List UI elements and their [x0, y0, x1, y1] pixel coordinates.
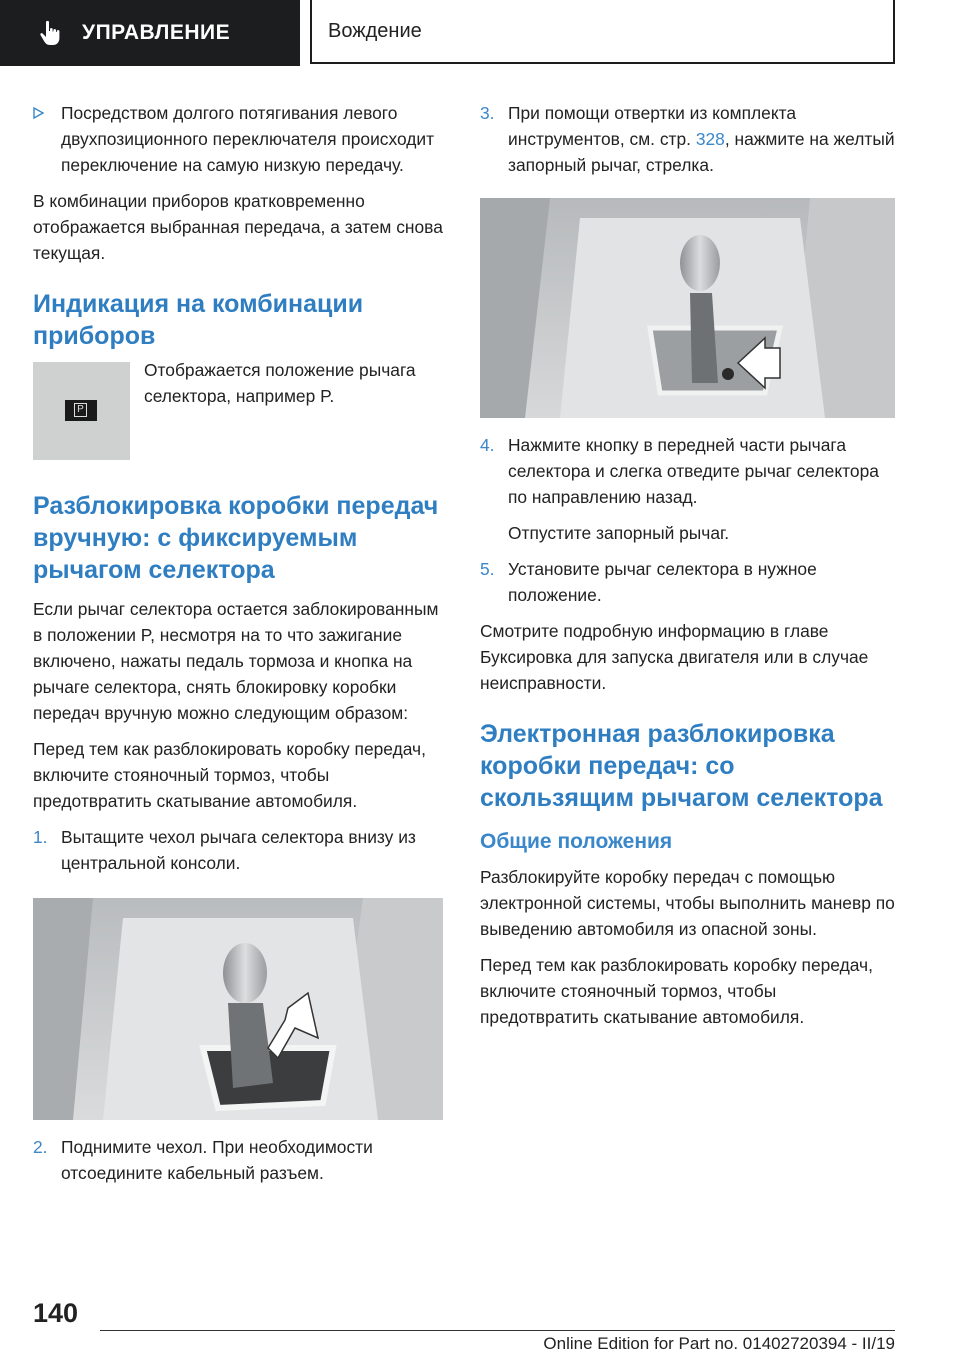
locking-lever-photo: [480, 198, 895, 418]
gear-letter: P: [74, 403, 87, 417]
step-text: Нажмите кнопку в передней части рычага селектора и слегка отведите рычаг селектора по направлению назад.: [508, 435, 879, 507]
subsection-heading: Общие положения: [480, 830, 673, 853]
footer-divider: [100, 1330, 895, 1331]
left-column: [33, 100, 445, 1196]
right-column: [480, 100, 895, 1040]
paragraph: Перед тем как разблокировать коробку передач, включите стояночный тормоз, чтобы предотвратить скатывание автомобиля.: [480, 955, 873, 1027]
bullet-text: Посредством долгого потягивания левого двухпозиционного переключателя происходит переключение на самую низкую передачу.: [61, 103, 435, 175]
section-heading: Индикация на комбинации приборов: [33, 290, 364, 350]
page-number: 140: [33, 1298, 79, 1328]
chapter-tab[interactable]: [0, 0, 300, 66]
step-item: [480, 556, 895, 608]
section-heading: Разблокировка коробки передач вручную: с фиксируемым рычагом селектора: [33, 492, 439, 584]
step-text: Установите рычаг селектора в нужное положение.: [508, 559, 817, 605]
step-number: 2.: [33, 1137, 48, 1157]
section-heading: Электронная разблокировка коробки передач: со скользящим рычагом селектора: [480, 720, 883, 812]
display-icon: [65, 400, 97, 421]
indicator-figure: [33, 362, 445, 460]
paragraph: Разблокируйте коробку передач с помощью электронной системы, чтобы выполнить маневр по выведению автомобиля из опасной зоны.: [480, 867, 895, 939]
paragraph: Перед тем как разблокировать коробку передач, включите стояночный тормоз, чтобы предотвратить скатывание автомобиля.: [33, 739, 426, 811]
step-text: При помощи отвертки из комплекта инструментов, см. стр. 328, нажмите на желтый запорный рычаг, стрелка.: [508, 103, 895, 175]
step-text: Вытащите чехол рычага селектора внизу из центральной консоли.: [61, 827, 416, 873]
step-number: 4.: [480, 435, 495, 455]
step-subtext: Отпустите запорный рычаг.: [508, 523, 730, 543]
step-item: [480, 432, 895, 510]
gear-indicator-image: [33, 362, 130, 460]
step-text: Поднимите чехол. При необходимости отсоедините кабельный разъем.: [61, 1137, 373, 1183]
edition-text: Online Edition for Part no. 01402720394 - II/19: [543, 1334, 895, 1353]
page-link[interactable]: 328: [695, 129, 725, 149]
chapter-title: УПРАВЛЕНИЕ: [82, 21, 231, 44]
paragraph: В комбинации приборов кратковременно отображается выбранная передача, а затем снова текущая.: [33, 191, 443, 263]
step-item: [480, 100, 895, 178]
step-number: 3.: [480, 103, 495, 123]
section-title: Вождение: [310, 0, 895, 64]
hand-pointer-icon: [38, 20, 62, 46]
step-item: [33, 824, 445, 876]
paragraph: Смотрите подробную информацию в главе Буксировка для запуска двигателя или в случае неисправности.: [480, 621, 869, 693]
gear-selector-photo: [33, 898, 443, 1120]
indicator-caption: Отображается положение рычага селектора, например P.: [144, 360, 416, 406]
step-number: 1.: [33, 827, 48, 847]
bullet-item: [33, 100, 445, 178]
triangle-bullet-icon: [33, 107, 44, 119]
step-item: [33, 1134, 445, 1186]
step-number: 5.: [480, 559, 495, 579]
paragraph: Если рычаг селектора остается заблокированным в положении P, несмотря на то что зажигание включено, нажаты педаль тормоза и кнопка на рычаге селектора, снять блокировку коробки передач вручную можно следующим образом:: [33, 599, 439, 723]
